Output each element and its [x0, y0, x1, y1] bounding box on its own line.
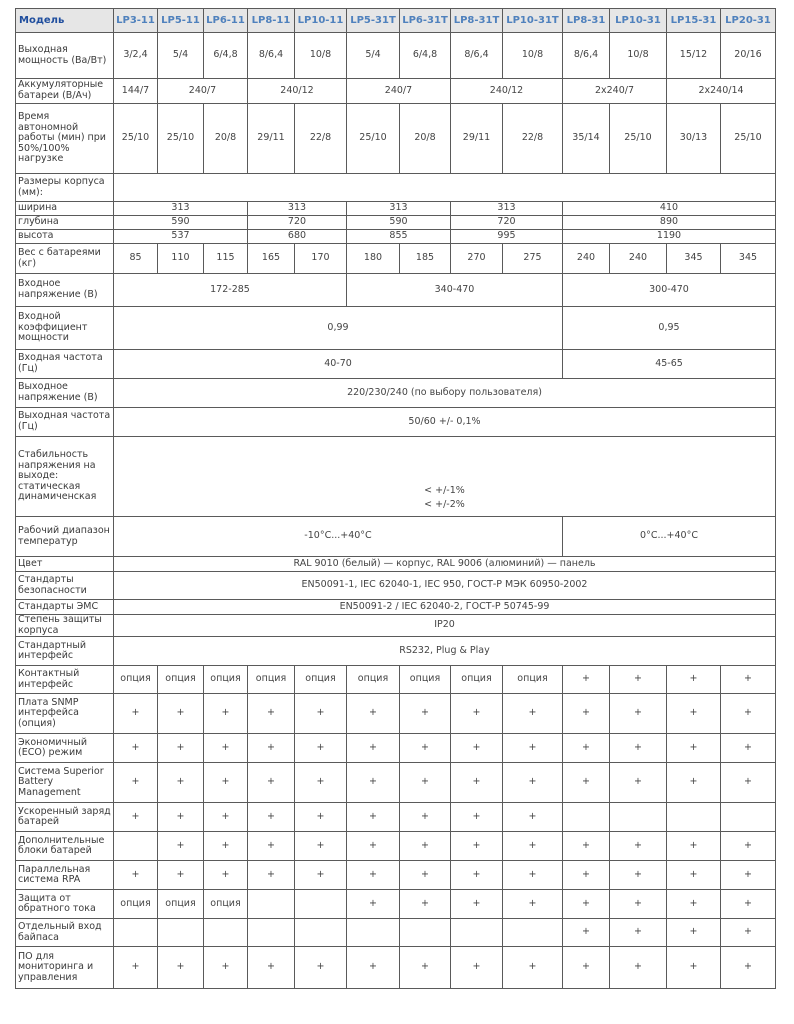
value-cell: +	[610, 890, 667, 919]
value-cell: +	[158, 734, 204, 763]
value-cell: +	[721, 919, 776, 947]
value-cell: +	[503, 694, 563, 734]
value-cell: 25/10	[114, 104, 158, 174]
row-label: Размеры корпуса (мм):	[16, 174, 114, 202]
table-row	[16, 947, 776, 989]
table-row	[16, 861, 776, 890]
row-label: Выходное напряжение (В)	[16, 379, 114, 408]
table-row	[16, 202, 776, 216]
value-cell: +	[451, 694, 503, 734]
value-cell: 6/4,8	[204, 33, 248, 79]
row-label: Степень защиты корпуса	[16, 615, 114, 637]
row-label: Параллельная система RPA	[16, 861, 114, 890]
value-cell	[295, 890, 347, 919]
value-cell: +	[347, 763, 400, 803]
value-cell	[451, 919, 503, 947]
value-cell	[248, 890, 295, 919]
value-cell: +	[503, 832, 563, 861]
value-cell: +	[158, 803, 204, 832]
row-label: Защита от обратного тока	[16, 890, 114, 919]
value-cell: +	[610, 832, 667, 861]
value-cell: +	[347, 803, 400, 832]
value-cell: 35/14	[563, 104, 610, 174]
row-label: ПО для мониторинга и управления	[16, 947, 114, 989]
value-cell: +	[451, 803, 503, 832]
value-cell: +	[248, 763, 295, 803]
model-header-cell: LP5-31T	[347, 9, 400, 33]
value-cell: 20/16	[721, 33, 776, 79]
value-cell: 115	[204, 244, 248, 274]
value-cell: 25/10	[158, 104, 204, 174]
value-cell: +	[667, 890, 721, 919]
row-label: Стандарты ЭМС	[16, 600, 114, 615]
model-header-label: Модель	[16, 9, 114, 33]
model-header-cell: LP8-11	[248, 9, 295, 33]
value-cell: +	[204, 694, 248, 734]
value-cell: +	[400, 890, 451, 919]
table-row	[16, 437, 776, 517]
value-cell: 0°C...+40°C	[563, 517, 776, 557]
value-cell: 5/4	[347, 33, 400, 79]
spec-table-container	[15, 8, 775, 1018]
value-cell: 25/10	[721, 104, 776, 174]
value-cell: 180	[347, 244, 400, 274]
value-cell: +	[114, 947, 158, 989]
value-cell: 345	[667, 244, 721, 274]
value-cell: 345	[721, 244, 776, 274]
row-label: Время автономной работы (мин) при 50%/100% нагрузке	[16, 104, 114, 174]
value-cell: 0,95	[563, 307, 776, 350]
table-row	[16, 33, 776, 79]
value-cell: опция	[158, 666, 204, 694]
table-row	[16, 890, 776, 919]
value-cell: 2x240/7	[563, 79, 667, 104]
value-cell: +	[563, 734, 610, 763]
model-header-cell: LP10-31	[610, 9, 667, 33]
value-cell: EN50091-1, IEC 62040-1, IEC 950, ГОСТ-Р МЭК 60950-2002	[114, 572, 776, 600]
value-cell: опция	[451, 666, 503, 694]
value-cell: +	[400, 803, 451, 832]
row-label: ширина	[16, 202, 114, 216]
value-cell: +	[114, 734, 158, 763]
value-cell: +	[503, 861, 563, 890]
value-cell: 5/4	[158, 33, 204, 79]
row-label: Контактный интерфейс	[16, 666, 114, 694]
value-cell: +	[610, 734, 667, 763]
table-row	[16, 637, 776, 666]
value-cell: 170	[295, 244, 347, 274]
value-cell	[610, 803, 667, 832]
value-cell: +	[563, 861, 610, 890]
value-cell: 8/6,4	[563, 33, 610, 79]
value-cell: 29/11	[248, 104, 295, 174]
row-label: Плата SNMP интерфейса (опция)	[16, 694, 114, 734]
value-cell: 15/12	[667, 33, 721, 79]
value-cell: +	[248, 734, 295, 763]
value-cell: 890	[563, 216, 776, 230]
value-cell: опция	[248, 666, 295, 694]
row-label: Входной коэффициент мощности	[16, 307, 114, 350]
value-cell	[563, 803, 610, 832]
ups-specification-table	[15, 8, 776, 989]
value-cell: 270	[451, 244, 503, 274]
value-cell: 680	[248, 230, 347, 244]
value-cell: +	[204, 861, 248, 890]
value-cell: +	[248, 861, 295, 890]
value-cell: опция	[347, 666, 400, 694]
value-cell: +	[563, 763, 610, 803]
value-cell: +	[721, 861, 776, 890]
header-row	[16, 9, 776, 33]
value-cell: +	[667, 763, 721, 803]
value-cell: 30/13	[667, 104, 721, 174]
value-cell	[347, 919, 400, 947]
value-cell: +	[667, 666, 721, 694]
value-cell: +	[563, 666, 610, 694]
table-row	[16, 379, 776, 408]
value-cell: 855	[347, 230, 451, 244]
value-cell: 275	[503, 244, 563, 274]
table-row	[16, 666, 776, 694]
value-cell: 45-65	[563, 350, 776, 379]
value-cell: +	[400, 947, 451, 989]
table-row	[16, 307, 776, 350]
value-cell: IP20	[114, 615, 776, 637]
value-cell: 172-285	[114, 274, 347, 307]
value-cell: опция	[204, 666, 248, 694]
value-cell: +	[400, 734, 451, 763]
value-cell: +	[347, 947, 400, 989]
value-cell: +	[248, 947, 295, 989]
value-cell: +	[667, 919, 721, 947]
value-cell: +	[204, 763, 248, 803]
row-label: Система Superior Battery Management	[16, 763, 114, 803]
value-cell: +	[721, 947, 776, 989]
table-row	[16, 230, 776, 244]
model-header-cell: LP20-31	[721, 9, 776, 33]
value-cell: 410	[563, 202, 776, 216]
value-cell: +	[295, 861, 347, 890]
value-cell: +	[347, 890, 400, 919]
value-cell: +	[667, 861, 721, 890]
model-header-cell: LP8-31	[563, 9, 610, 33]
value-cell: +	[667, 947, 721, 989]
value-cell: 40-70	[114, 350, 563, 379]
value-cell: 25/10	[347, 104, 400, 174]
value-cell	[114, 174, 776, 202]
value-cell: +	[295, 947, 347, 989]
value-cell: 8/6,4	[451, 33, 503, 79]
value-cell: 0,99	[114, 307, 563, 350]
value-cell: 240	[563, 244, 610, 274]
row-label: Дополнительные блоки батарей	[16, 832, 114, 861]
value-cell: 29/11	[451, 104, 503, 174]
value-cell: +	[114, 694, 158, 734]
table-row	[16, 274, 776, 307]
value-cell: +	[563, 694, 610, 734]
value-cell: опция	[400, 666, 451, 694]
row-label: глубина	[16, 216, 114, 230]
value-cell: +	[158, 763, 204, 803]
row-label: Отдельный вход байпаса	[16, 919, 114, 947]
table-row	[16, 557, 776, 572]
value-cell: 240	[610, 244, 667, 274]
table-row	[16, 517, 776, 557]
table-row	[16, 104, 776, 174]
value-cell: +	[610, 763, 667, 803]
value-cell: +	[610, 919, 667, 947]
value-cell: +	[667, 734, 721, 763]
row-label: высота	[16, 230, 114, 244]
value-cell: 25/10	[610, 104, 667, 174]
value-cell: +	[610, 694, 667, 734]
table-row	[16, 244, 776, 274]
value-cell: EN50091-2 / IEC 62040-2, ГОСТ-Р 50745-99	[114, 600, 776, 615]
value-cell: +	[248, 832, 295, 861]
value-cell	[248, 919, 295, 947]
value-cell: +	[721, 763, 776, 803]
value-cell: 3/2,4	[114, 33, 158, 79]
value-cell: +	[158, 861, 204, 890]
model-header-cell: LP5-11	[158, 9, 204, 33]
value-cell: 22/8	[295, 104, 347, 174]
value-cell	[114, 832, 158, 861]
value-cell: +	[400, 763, 451, 803]
value-cell: 165	[248, 244, 295, 274]
value-cell: +	[400, 832, 451, 861]
model-header-cell: LP6-11	[204, 9, 248, 33]
value-cell: 1190	[563, 230, 776, 244]
value-cell: +	[563, 919, 610, 947]
value-cell: 10/8	[295, 33, 347, 79]
value-cell: +	[248, 803, 295, 832]
value-cell: +	[295, 832, 347, 861]
model-header-cell: LP8-31T	[451, 9, 503, 33]
value-cell: +	[347, 694, 400, 734]
value-cell: опция	[295, 666, 347, 694]
value-cell: +	[610, 666, 667, 694]
table-row	[16, 350, 776, 379]
row-label: Аккумуляторные батареи (В/Ач)	[16, 79, 114, 104]
value-cell: 313	[451, 202, 563, 216]
value-cell: +	[721, 734, 776, 763]
value-cell: 720	[248, 216, 347, 230]
table-row	[16, 572, 776, 600]
value-cell: +	[503, 763, 563, 803]
value-cell: опция	[158, 890, 204, 919]
value-cell: +	[204, 803, 248, 832]
table-row	[16, 803, 776, 832]
value-cell: 20/8	[204, 104, 248, 174]
value-cell: опция	[114, 890, 158, 919]
value-cell: 590	[347, 216, 451, 230]
value-cell: 313	[114, 202, 248, 216]
value-cell: +	[451, 861, 503, 890]
model-header-cell: LP10-31T	[503, 9, 563, 33]
table-row	[16, 832, 776, 861]
value-cell	[503, 919, 563, 947]
value-cell: опция	[204, 890, 248, 919]
value-cell: RAL 9010 (белый) — корпус, RAL 9006 (алюминий) — панель	[114, 557, 776, 572]
row-label: Выходная мощность (Ва/Вт)	[16, 33, 114, 79]
value-cell: -10°C...+40°C	[114, 517, 563, 557]
table-row	[16, 408, 776, 437]
table-body	[16, 33, 776, 989]
value-cell: 220/230/240 (по выбору пользователя)	[114, 379, 776, 408]
value-cell: 50/60 +/- 0,1%	[114, 408, 776, 437]
value-cell: 2x240/14	[667, 79, 776, 104]
model-header-cell: LP6-31T	[400, 9, 451, 33]
row-label: Выходная частота (Гц)	[16, 408, 114, 437]
value-cell: +	[158, 694, 204, 734]
value-cell: 110	[158, 244, 204, 274]
value-cell: +	[667, 832, 721, 861]
value-cell: +	[347, 734, 400, 763]
value-cell: RS232, Plug & Play	[114, 637, 776, 666]
row-label: Ускоренный заряд батарей	[16, 803, 114, 832]
value-cell: 10/8	[503, 33, 563, 79]
value-cell: 313	[248, 202, 347, 216]
value-cell: 537	[114, 230, 248, 244]
value-cell: +	[204, 832, 248, 861]
value-cell: +	[721, 832, 776, 861]
value-cell: 720	[451, 216, 563, 230]
value-cell: 240/12	[248, 79, 347, 104]
value-cell: 313	[347, 202, 451, 216]
value-cell: 185	[400, 244, 451, 274]
value-cell	[204, 919, 248, 947]
row-label: Цвет	[16, 557, 114, 572]
value-cell: 240/7	[158, 79, 248, 104]
value-cell: +	[295, 694, 347, 734]
model-header-cell: LP3-11	[114, 9, 158, 33]
row-label: Входная частота (Гц)	[16, 350, 114, 379]
table-row	[16, 734, 776, 763]
model-header-cell: LP10-11	[295, 9, 347, 33]
value-cell: +	[400, 694, 451, 734]
value-cell: +	[451, 947, 503, 989]
value-cell: +	[114, 803, 158, 832]
row-label: Экономичный (ECO) режим	[16, 734, 114, 763]
table-row	[16, 763, 776, 803]
value-cell: 22/8	[503, 104, 563, 174]
value-cell: 10/8	[610, 33, 667, 79]
table-row	[16, 615, 776, 637]
row-label: Рабочий диапазон температур	[16, 517, 114, 557]
value-cell: +	[451, 734, 503, 763]
value-cell: 240/12	[451, 79, 563, 104]
value-cell: +	[721, 694, 776, 734]
value-cell	[400, 919, 451, 947]
table-row	[16, 600, 776, 615]
value-cell: +	[114, 861, 158, 890]
row-label: Вес с батареями (кг)	[16, 244, 114, 274]
value-cell: +	[295, 763, 347, 803]
table-row	[16, 919, 776, 947]
value-cell: +	[563, 832, 610, 861]
value-cell: 995	[451, 230, 563, 244]
value-cell: +	[563, 890, 610, 919]
table-row	[16, 216, 776, 230]
table-row	[16, 694, 776, 734]
value-cell: +	[667, 694, 721, 734]
row-label: Входное напряжение (В)	[16, 274, 114, 307]
value-cell: +	[503, 947, 563, 989]
value-cell: 144/7	[114, 79, 158, 104]
value-cell	[295, 919, 347, 947]
value-cell: +	[400, 861, 451, 890]
value-cell: опция	[503, 666, 563, 694]
value-cell	[114, 919, 158, 947]
value-cell: +	[721, 890, 776, 919]
row-label: Стандартный интерфейс	[16, 637, 114, 666]
value-cell: 85	[114, 244, 158, 274]
value-cell: +	[248, 694, 295, 734]
value-cell: +	[114, 763, 158, 803]
value-cell: +	[347, 832, 400, 861]
value-cell: +	[295, 803, 347, 832]
value-cell: 20/8	[400, 104, 451, 174]
value-cell: +	[204, 734, 248, 763]
value-cell: < +/-1% < +/-2%	[114, 437, 776, 517]
value-cell: +	[204, 947, 248, 989]
table-row	[16, 174, 776, 202]
value-cell: 6/4,8	[400, 33, 451, 79]
value-cell: 340-470	[347, 274, 563, 307]
value-cell: +	[610, 861, 667, 890]
row-label: Стабильность напряжения на выходе: статическая динамиченская	[16, 437, 114, 517]
value-cell: 8/6,4	[248, 33, 295, 79]
value-cell: 590	[114, 216, 248, 230]
value-cell: +	[158, 832, 204, 861]
value-cell: +	[295, 734, 347, 763]
value-cell: +	[347, 861, 400, 890]
value-cell: +	[451, 832, 503, 861]
value-cell: +	[503, 734, 563, 763]
value-cell: +	[451, 890, 503, 919]
value-cell: +	[503, 890, 563, 919]
model-header-cell: LP15-31	[667, 9, 721, 33]
value-cell	[721, 803, 776, 832]
value-cell: +	[158, 947, 204, 989]
value-cell: 300-470	[563, 274, 776, 307]
value-cell: опция	[114, 666, 158, 694]
value-cell: +	[563, 947, 610, 989]
value-cell: 240/7	[347, 79, 451, 104]
value-cell	[158, 919, 204, 947]
value-cell	[667, 803, 721, 832]
value-cell: +	[451, 763, 503, 803]
value-cell: +	[503, 803, 563, 832]
value-cell: +	[721, 666, 776, 694]
row-label: Стандарты безопасности	[16, 572, 114, 600]
value-cell: +	[610, 947, 667, 989]
table-row	[16, 79, 776, 104]
